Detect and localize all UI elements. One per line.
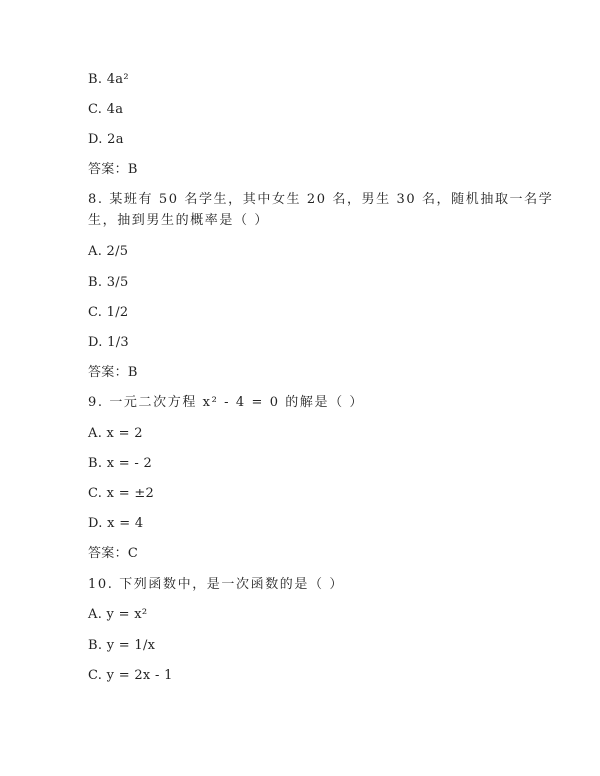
option-c-q7: C. 4a [88, 102, 124, 117]
question-9: 9. 一元二次方程 x² - 4 = 0 的解是（ ） [88, 395, 365, 410]
question-8-line-2: 生，抽到男生的概率是（ ） [88, 213, 269, 228]
answer-q7: 答案：B [88, 162, 138, 177]
option-c-q9: C. x = ±2 [88, 486, 155, 501]
option-c-q10: C. y = 2x - 1 [88, 668, 173, 683]
answer-q9: 答案：C [88, 546, 139, 561]
question-8-line-1: 8. 某班有 50 名学生，其中女生 20 名，男生 30 名，随机抽取一名学 [88, 192, 554, 207]
option-a-q8: A. 2/5 [88, 244, 129, 259]
option-b-q9: B. x = - 2 [88, 456, 153, 471]
option-d-q9: D. x = 4 [88, 516, 144, 531]
option-a-q9: A. x = 2 [88, 426, 143, 441]
answer-q8: 答案：B [88, 365, 138, 380]
question-10: 10. 下列函数中，是一次函数的是（ ） [88, 577, 344, 592]
option-b-q8: B. 3/5 [88, 275, 129, 290]
option-d-q7: D. 2a [88, 132, 124, 147]
option-b-q7: B. 4a² [88, 72, 129, 87]
option-d-q8: D. 1/3 [88, 335, 129, 350]
option-b-q10: B. y = 1/x [88, 638, 156, 653]
option-a-q10: A. y = x² [88, 607, 148, 622]
option-c-q8: C. 1/2 [88, 305, 129, 320]
